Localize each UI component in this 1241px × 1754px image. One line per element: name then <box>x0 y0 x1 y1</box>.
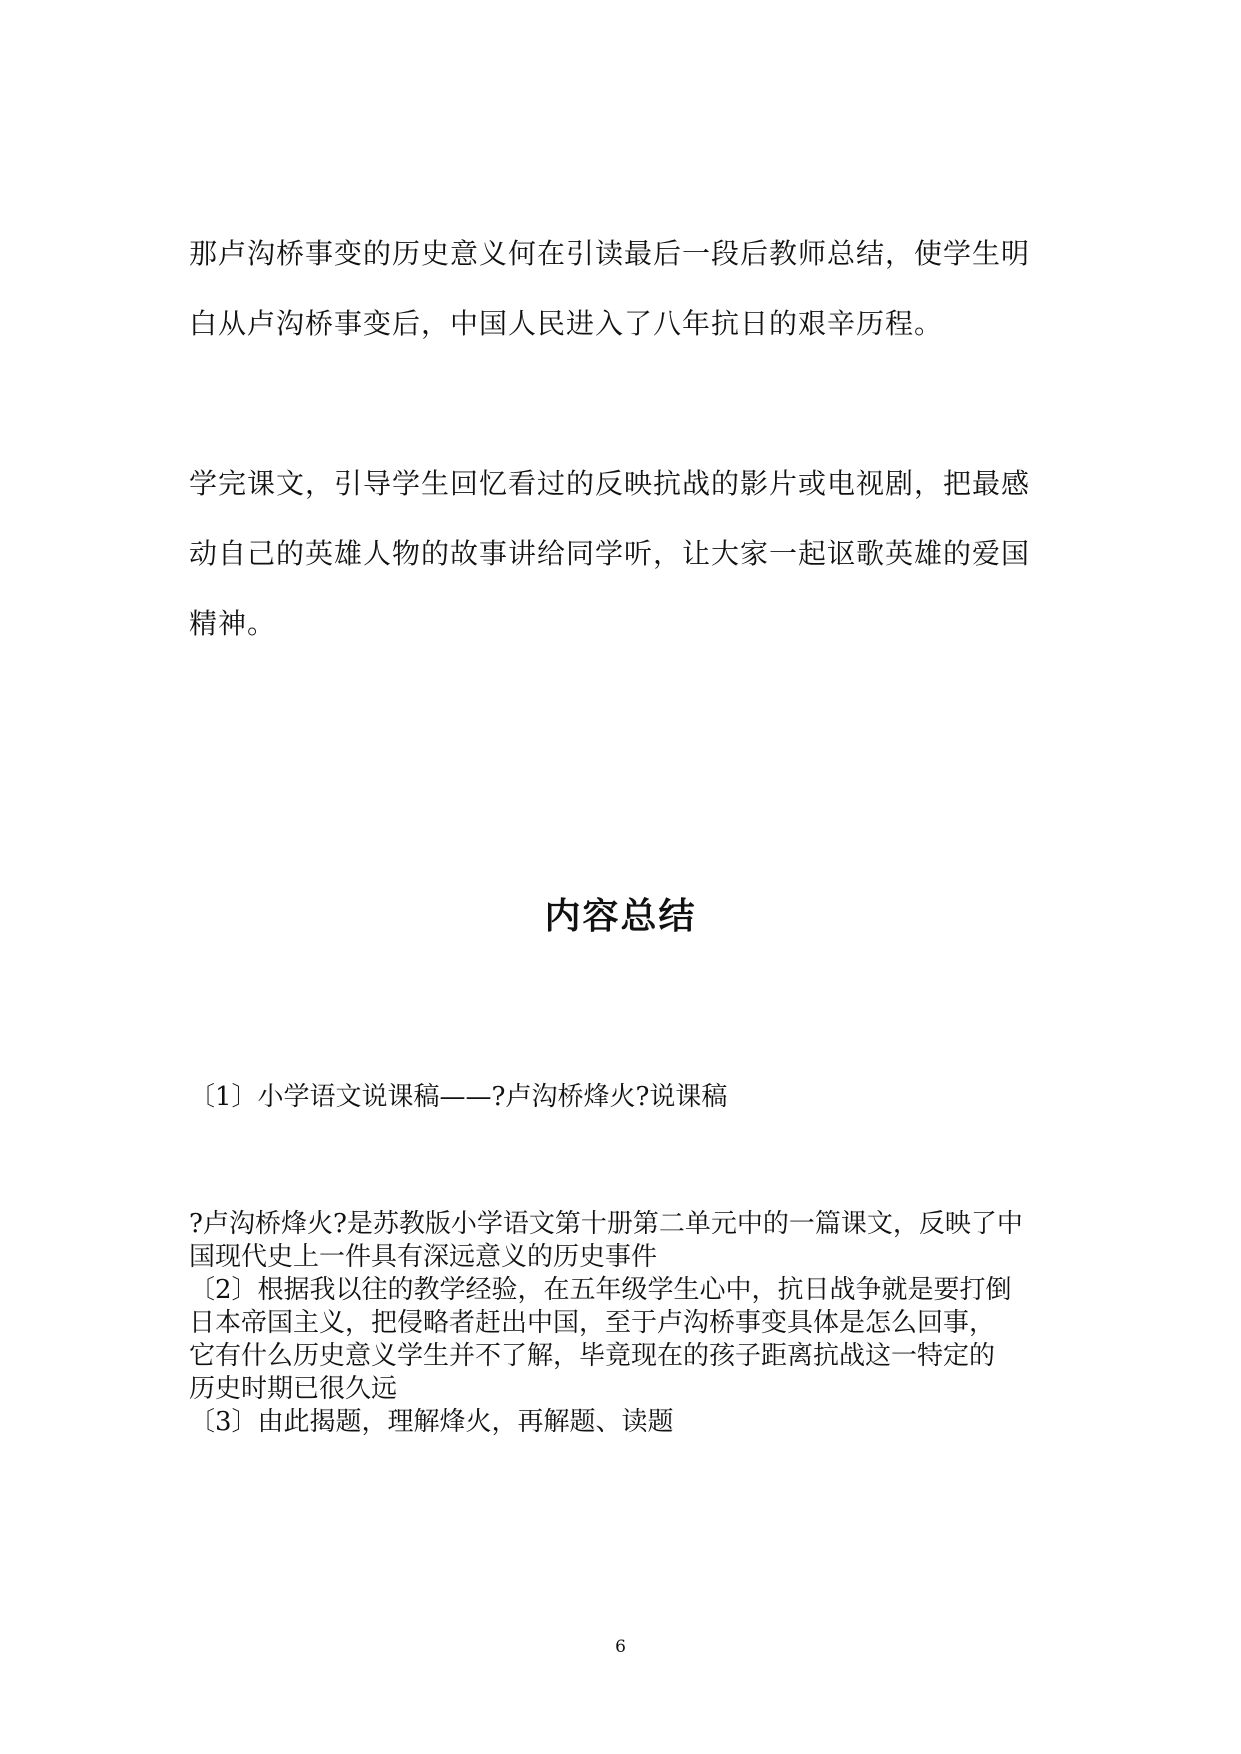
text-line: 精神。 <box>189 607 277 640</box>
text-line: 白从卢沟桥事变后，中国人民进入了八年抗日的艰辛历程。 <box>189 307 944 340</box>
text-line: 那卢沟桥事变的历史意义何在引读最后一段后教师总结，使学生明 <box>189 237 1031 270</box>
summary-line: 国现代史上一件具有深远意义的历史事件 <box>189 1242 658 1272</box>
summary-line: 〔2〕根据我以往的教学经验，在五年级学生心中，抗日战争就是要打倒 <box>189 1275 1012 1305</box>
paragraph-2 <box>189 449 1069 659</box>
page-number: 6 <box>615 1637 626 1657</box>
text-line: 学完课文，引导学生回忆看过的反映抗战的影片或电视剧，把最感 <box>189 467 1031 500</box>
summary-line: ?卢沟桥烽火?是苏教版小学语文第十册第二单元中的一篇课文，反映了中 <box>189 1209 1023 1239</box>
summary-line: 历史时期已很久远 <box>189 1374 398 1404</box>
text-line: 动自己的英雄人物的故事讲给同学听，让大家一起讴歌英雄的爱国 <box>189 537 1031 570</box>
summary-line: 日本帝国主义，把侵略者赶出中国，至于卢沟桥事变具体是怎么回事， <box>189 1308 996 1338</box>
summary-line: 〔3〕由此揭题，理解烽火，再解题、读题 <box>189 1407 674 1437</box>
summary-line: 它有什么历史意义学生并不了解，毕竟现在的孩子距离抗战这一特定的 <box>189 1341 996 1371</box>
item-title: 〔1〕小学语文说课稿——?卢沟桥烽火?说课稿 <box>189 1082 728 1112</box>
summary-block <box>189 1208 1069 1439</box>
paragraph-1 <box>189 219 1069 359</box>
section-heading: 内容总结 <box>544 895 697 937</box>
